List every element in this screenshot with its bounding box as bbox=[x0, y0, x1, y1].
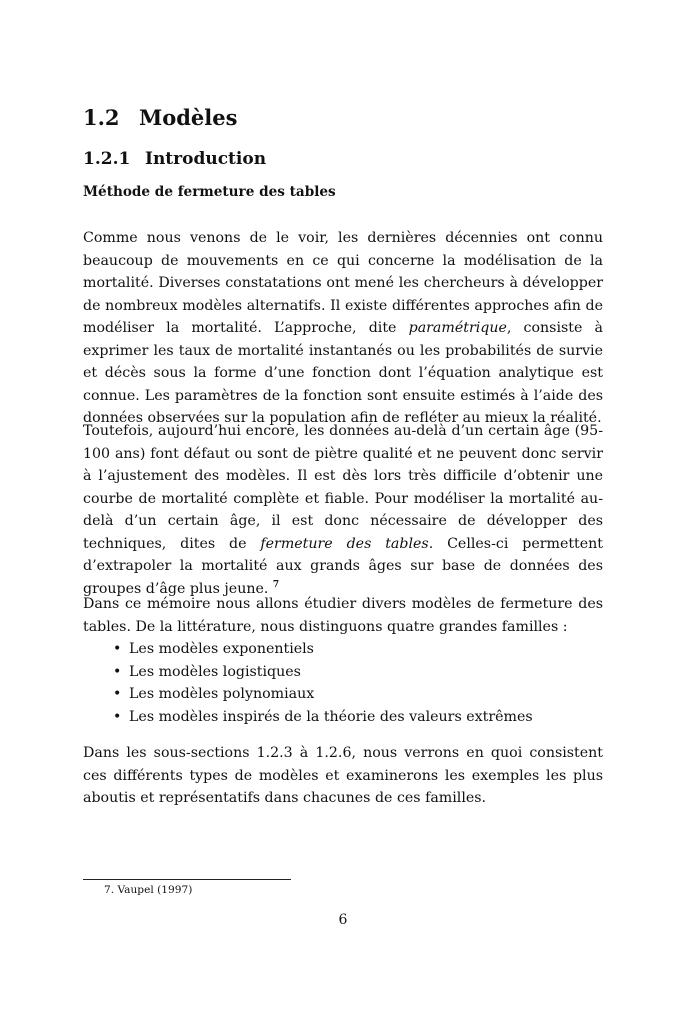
paragraph-intro bbox=[83, 227, 603, 430]
list-item: • Les modèles polynomiaux bbox=[113, 683, 533, 706]
paragraph-outline: Dans les sous-sections 1.2.3 à 1.2.6, nous verrons en quoi consistent ces différents types de modèles et examinerons les exemples les plus aboutis et représentatifs dans chacunes de ces familles. bbox=[83, 745, 603, 806]
families-list bbox=[113, 638, 533, 728]
paragraph-text: Toutefois, aujourd’hui encore, les données au-delà d’un certain âge (95-100 ans) font défaut ou sont de piètre qualité et ne peuvent donc servir à l’ajustement des modèles. Il est dès lors très difficile d’obtenir une courbe de mortalité complète et fiable. Pour modéliser la mortalité au-delà d’un certain âge, il est donc nécessaire de développer des techniques, dites de bbox=[83, 423, 603, 552]
subsection-title: Introduction bbox=[145, 149, 267, 169]
emphasis-term: paramétrique bbox=[408, 320, 507, 336]
paragraph-closure bbox=[83, 420, 603, 600]
footnote-ref[interactable]: 7 bbox=[272, 579, 280, 590]
subsection-number: 1.2.1 bbox=[83, 149, 131, 169]
section-number: 1.2 bbox=[83, 105, 120, 130]
section-heading bbox=[83, 105, 237, 130]
subsubsection-heading: Méthode de fermeture des tables bbox=[83, 184, 336, 200]
paragraph-text: Comme nous venons de le voir, les dernières décennies ont connu beaucoup de mouvements en ce qui concerne la modélisation de la mortalité. Diverses constatations ont mené les chercheurs à développer de nombreux modèles alternatifs. Il existe différentes approches afin de modéliser la mortalité. L’approche, dite bbox=[83, 230, 603, 336]
paragraph-text: , consiste à exprimer les taux de mortalité instantanés ou les probabilités de survie et décès sous la forme d’une fonction dont l’équation analytique est connue. Les paramètres de la fonction sont ensuite estimés à l’aide des données observées sur la population afin de refléter au mieux la réalité. bbox=[83, 320, 603, 426]
emphasis-term: fermeture des tables bbox=[260, 535, 429, 552]
footnote: 7. Vaupel (1997) bbox=[104, 884, 193, 896]
footnote-divider bbox=[83, 879, 291, 880]
paragraph-text: . Celles-ci permettent d’extrapoler la mortalité aux grands âges sur base de données des groupes d’âge plus jeune. bbox=[83, 535, 603, 597]
paragraph-families: Dans ce mémoire nous allons étudier divers modèles de fermeture des tables. De la littérature, nous distinguons quatre grandes familles : bbox=[83, 596, 603, 635]
subsection-heading bbox=[83, 149, 266, 169]
page-number: 6 bbox=[338, 912, 348, 928]
list-item: • Les modèles logistiques bbox=[113, 661, 533, 684]
list-item: • Les modèles exponentiels bbox=[113, 638, 533, 661]
list-item: • Les modèles inspirés de la théorie des valeurs extrêmes bbox=[113, 706, 533, 729]
section-title: Modèles bbox=[139, 105, 238, 130]
